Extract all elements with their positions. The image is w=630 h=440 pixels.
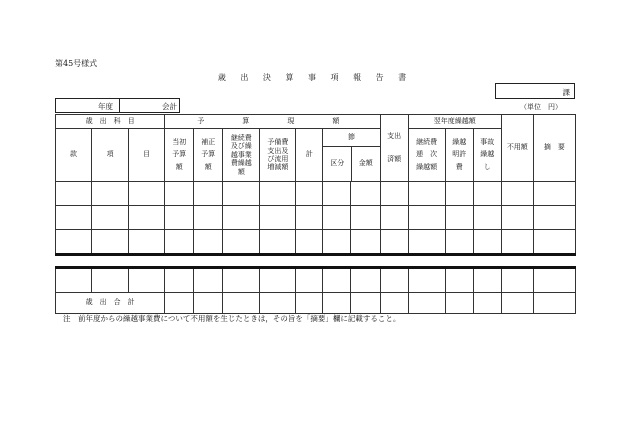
year-label: 年度 xyxy=(98,102,113,111)
unit-label: （単位 円） xyxy=(520,103,562,111)
header-unused-amount: 不用額 xyxy=(501,115,533,182)
header-continuing-carryover: 継続費 逓 次 繰越額 xyxy=(408,129,445,182)
header-reserve-fund: 予備費 支出及 び流用 増減額 xyxy=(260,129,296,182)
header-supplementary-budget: 補正 予算 額 xyxy=(194,129,223,182)
header-kan: 款 xyxy=(56,129,92,182)
document-title: 歳 出 決 算 事 項 報 告 書 xyxy=(217,73,413,82)
table-row xyxy=(56,182,576,206)
header-moku: 目 xyxy=(129,129,165,182)
footnote: 注 前年度からの繰越事業費について不用額を生じたときは，その旨を「摘要」欄に記載すること。 xyxy=(63,314,401,323)
header-total: 計 xyxy=(296,129,323,182)
header-continuing-expense: 継続費 及び繰 越事業 費繰越 額 xyxy=(223,129,260,182)
table-row xyxy=(56,230,576,255)
form-number: 第45号様式 xyxy=(55,59,98,68)
total-label: 歳 出 合 計 xyxy=(56,293,165,314)
header-section: 節 xyxy=(323,130,379,147)
fiscal-year-box xyxy=(55,98,180,113)
header-category: 区分 xyxy=(323,146,351,181)
account-label: 会計 xyxy=(162,102,177,111)
header-budget-amount: 予 算 現 額 xyxy=(165,115,380,129)
header-expenditure-item: 歳 出 科 目 xyxy=(56,115,165,129)
header-initial-budget: 当初 予算 額 xyxy=(165,129,194,182)
total-row xyxy=(56,293,576,314)
expenditure-report-table xyxy=(55,114,576,314)
header-ko: 項 xyxy=(92,129,129,182)
department-box xyxy=(495,83,575,99)
header-amount: 金額 xyxy=(358,158,373,167)
table-row xyxy=(56,268,576,293)
header-accident-carryover: 事故 繰越 し xyxy=(473,129,501,182)
header-explicit-carryover: 繰越 明許 費 xyxy=(445,129,473,182)
department-label: 課 xyxy=(562,88,570,97)
header-paid-amount: 支出 済額 xyxy=(380,115,408,182)
table-row xyxy=(56,206,576,230)
header-next-year-carryover: 翌年度繰越額 xyxy=(408,115,501,129)
header-remarks: 摘 要 xyxy=(533,115,575,182)
